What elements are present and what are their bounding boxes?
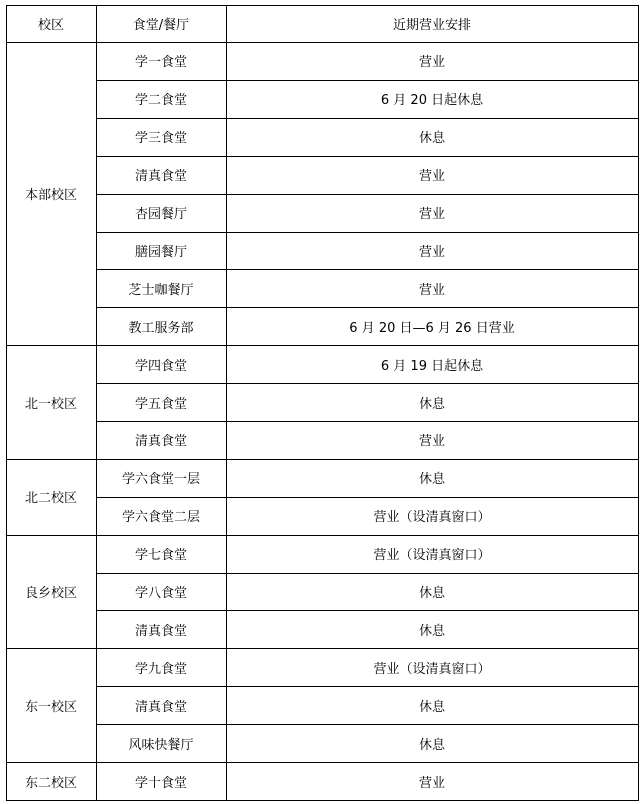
schedule-cell: 营业 bbox=[418, 282, 445, 298]
header-divider bbox=[6, 42, 638, 43]
group-divider bbox=[6, 648, 639, 649]
schedule-cell: 营业（设清真窗口） bbox=[373, 661, 491, 677]
table-right-border bbox=[638, 5, 639, 801]
header-schedule: 近期营业安排 bbox=[392, 18, 471, 33]
schedule-cell: 休息 bbox=[418, 699, 445, 715]
schedule-cell: 6 月 19 日起休息 bbox=[380, 358, 484, 374]
table-top-border bbox=[6, 5, 639, 6]
column-divider bbox=[226, 5, 227, 800]
canteen-name-cell: 学六食堂二层 bbox=[121, 510, 200, 526]
canteen-name-cell: 清真食堂 bbox=[134, 623, 187, 639]
schedule-cell: 休息 bbox=[418, 472, 445, 488]
canteen-name-cell: 清真食堂 bbox=[134, 169, 187, 185]
canteen-name-cell: 清真食堂 bbox=[134, 434, 187, 450]
campus-cell: 北二校区 bbox=[24, 491, 77, 507]
header-canteen: 食堂/餐厅 bbox=[132, 18, 190, 33]
canteen-name-cell: 学八食堂 bbox=[134, 586, 187, 602]
header-campus: 校区 bbox=[37, 18, 64, 33]
schedule-cell: 营业 bbox=[418, 244, 445, 260]
group-divider bbox=[6, 345, 639, 346]
schedule-cell: 休息 bbox=[418, 586, 445, 602]
schedule-cell: 营业 bbox=[418, 169, 445, 185]
group-divider bbox=[6, 459, 639, 460]
canteen-name-cell: 风味快餐厅 bbox=[128, 737, 194, 753]
canteen-name-cell: 学三食堂 bbox=[134, 131, 187, 147]
canteen-name-cell: 学十食堂 bbox=[134, 775, 187, 791]
canteen-name-cell: 芝士咖餐厅 bbox=[128, 282, 194, 298]
column-divider bbox=[96, 5, 97, 800]
campus-cell: 东二校区 bbox=[24, 775, 77, 791]
canteen-name-cell: 学一食堂 bbox=[134, 55, 187, 71]
schedule-cell: 休息 bbox=[418, 131, 445, 147]
table-left-border bbox=[6, 5, 7, 801]
canteen-name-cell: 学五食堂 bbox=[134, 396, 187, 412]
canteen-name-cell: 清真食堂 bbox=[134, 699, 187, 715]
schedule-cell: 休息 bbox=[418, 623, 445, 639]
campus-cell: 本部校区 bbox=[24, 188, 77, 204]
schedule-cell: 营业 bbox=[418, 434, 445, 450]
schedule-cell: 营业 bbox=[418, 775, 445, 791]
canteen-name-cell: 学四食堂 bbox=[134, 358, 187, 374]
table-bottom-border bbox=[6, 800, 639, 801]
schedule-cell: 6 月 20 日起休息 bbox=[380, 93, 484, 109]
canteen-name-cell: 教工服务部 bbox=[128, 320, 194, 336]
schedule-cell: 营业（设清真窗口） bbox=[373, 548, 491, 564]
canteen-name-cell: 杏园餐厅 bbox=[134, 207, 187, 223]
schedule-cell: 休息 bbox=[418, 737, 445, 753]
canteen-name-cell: 学七食堂 bbox=[134, 548, 187, 564]
campus-cell: 东一校区 bbox=[24, 699, 77, 715]
group-divider bbox=[6, 535, 639, 536]
canteen-name-cell: 学二食堂 bbox=[134, 93, 187, 109]
canteen-name-cell: 学六食堂一层 bbox=[121, 472, 200, 488]
schedule-cell: 6 月 20 日—6 月 26 日营业 bbox=[349, 320, 515, 336]
schedule-cell: 休息 bbox=[418, 396, 445, 412]
campus-cell: 北一校区 bbox=[24, 396, 77, 412]
group-divider bbox=[6, 762, 639, 763]
schedule-cell: 营业 bbox=[418, 55, 445, 71]
schedule-cell: 营业（设清真窗口） bbox=[373, 510, 491, 526]
campus-cell: 良乡校区 bbox=[24, 586, 77, 602]
schedule-cell: 营业 bbox=[418, 207, 445, 223]
canteen-name-cell: 学九食堂 bbox=[134, 661, 187, 677]
canteen-name-cell: 膳园餐厅 bbox=[134, 244, 187, 260]
